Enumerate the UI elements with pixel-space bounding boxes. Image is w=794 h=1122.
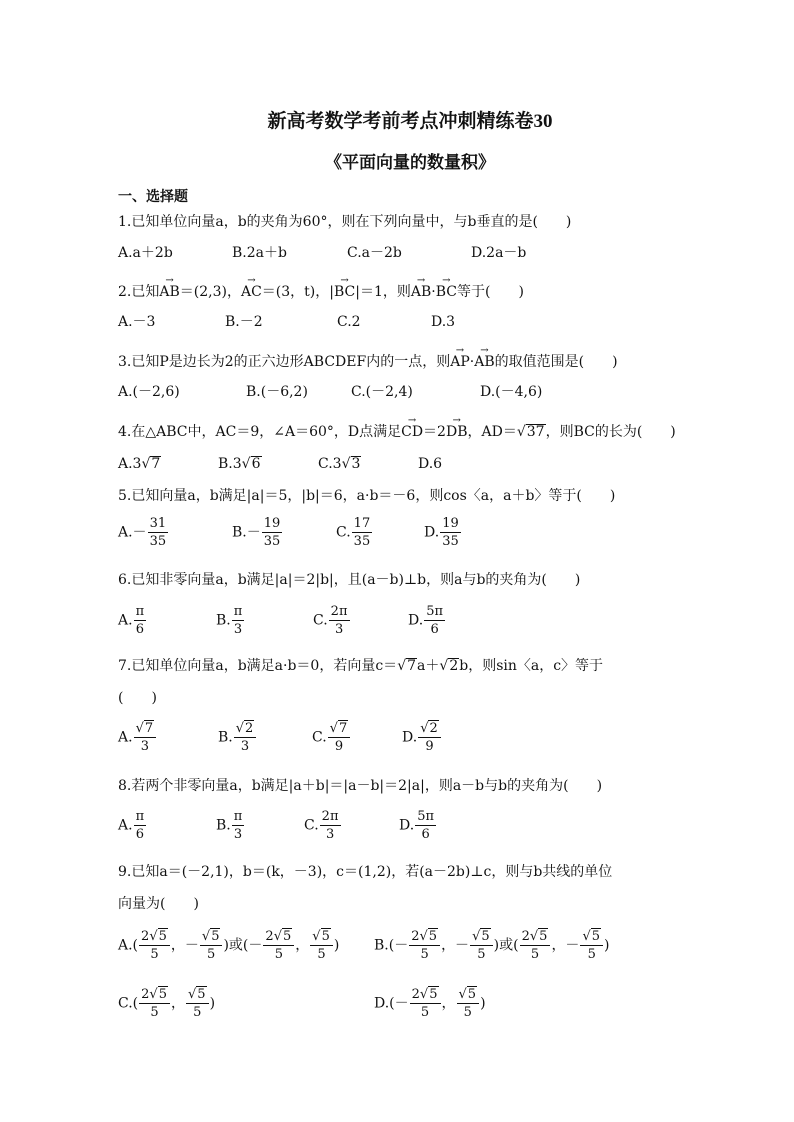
q5-option-a: A.－ $\frac{31}{35}$ — [118, 516, 167, 549]
question-7-line2: ( ) — [118, 690, 157, 706]
question-9-line2: 向量为( ) — [118, 896, 199, 912]
q9-option-c: C.( $\frac{2√5}{5}$ ， $\frac{√5}{5}$ ) — [118, 987, 216, 1020]
q3-option-a: A.(－2,6) — [118, 384, 180, 400]
q2-option-d: D.3 — [431, 314, 456, 330]
q5-option-d: D. $\frac{19}{35}$ — [424, 516, 459, 549]
vector-ab: → AB — [159, 282, 179, 302]
question-2: 2.已知→ AB＝(2,3)，→ AC＝(3，t)，|→ BC|＝1，则→ AB·→ BC等于( ) — [118, 282, 524, 302]
q9-option-d: D.(－ $\frac{2√5}{5}$ ， $\frac{√5}{5}$ ) — [374, 987, 486, 1020]
q3-option-d: D.(－4,6) — [480, 384, 543, 400]
q4-option-a: A.3√7 — [118, 456, 161, 472]
sqrt-sign: √ — [516, 424, 526, 440]
q2-option-b: B.－2 — [225, 314, 263, 330]
q1-option-d: D.2a－b — [471, 245, 527, 261]
q9-option-a: A.( $\frac{2√5}{5}$ ，－ $\frac{√5}{5}$ )或(－ $\frac{2√5}{5}$ ， $\frac{√5}{5}$ ) — [118, 929, 340, 962]
vector-db: → DB — [446, 422, 468, 442]
q2-option-c: C.2 — [337, 314, 361, 330]
page-title: 新高考数学考前考点冲刺精练卷30 — [267, 111, 553, 132]
q8-option-c: C. $\frac{2\pi}{3}$ — [304, 809, 339, 842]
section-heading: 一、选择题 — [118, 189, 188, 205]
vector-ac: → AC — [241, 282, 262, 302]
q3-option-b: B.(－6,2) — [246, 384, 308, 400]
q1-option-c: C.a－2b — [347, 245, 402, 261]
q7-option-b: B. $\frac{√2}{3}$ — [218, 720, 257, 755]
q7-option-d: D. $\frac{√2}{9}$ — [402, 720, 442, 755]
question-5: 5.已知向量a，b满足|a|＝5，|b|＝6，a·b＝－6，则cos〈a，a＋b〉等于( ) — [118, 488, 616, 504]
q6-option-b: B. $\frac{\pi}{3}$ — [216, 604, 243, 637]
vector-ap: → AP — [450, 352, 470, 372]
q7-option-a: A. $\frac{√7}{3}$ — [118, 720, 157, 755]
q4-option-d: D.6 — [418, 456, 443, 472]
question-7: 7.已知单位向量a，b满足a·b＝0，若向量c＝√7a＋√2b，则sin〈a，c〉等于 — [118, 658, 604, 674]
vector-ab: → AB — [411, 282, 431, 302]
question-4: 4.在△ABC中，AC＝9，∠A＝60°，D点满足→ CD＝2→ DB，AD＝√37，则BC的长为( ) — [118, 422, 676, 442]
q8-option-b: B. $\frac{\pi}{3}$ — [216, 809, 243, 842]
vector-bc: → BC — [436, 282, 457, 302]
q7-option-c: C. $\frac{√7}{9}$ — [312, 720, 351, 755]
q6-option-c: C. $\frac{2\pi}{3}$ — [313, 604, 348, 637]
vector-bc: → BC — [334, 282, 355, 302]
q4-option-c: C.3√3 — [318, 456, 361, 472]
q1-option-b: B.2a＋b — [232, 245, 287, 261]
q8-option-a: A. $\frac{\pi}{6}$ — [118, 809, 145, 842]
question-1: 1.已知单位向量a，b的夹角为60°，则在下列向量中，与b垂直的是( ) — [118, 214, 572, 230]
vector-cd: → CD — [401, 422, 423, 442]
question-6: 6.已知非零向量a，b满足|a|＝2|b|，且(a－b)⊥b，则a与b的夹角为( ) — [118, 572, 581, 588]
q8-option-d: D. $\frac{5\pi}{6}$ — [399, 809, 435, 842]
q6-option-a: A. $\frac{\pi}{6}$ — [118, 604, 145, 637]
page-subtitle: 《平面向量的数量积》 — [325, 153, 495, 173]
vector-ab: → AB — [474, 352, 494, 372]
q5-option-b: B.－ $\frac{19}{35}$ — [232, 516, 281, 549]
q2-option-a: A.－3 — [118, 314, 156, 330]
question-3: 3.已知P是边长为2的正六边形ABCDEF内的一点，则→ AP·→ AB的取值范围是( ) — [118, 352, 618, 372]
q4-option-b: B.3√6 — [218, 456, 261, 472]
q1-option-a: A.a＋2b — [118, 245, 173, 261]
question-9: 9.已知a＝(－2,1)，b＝(k，－3)，c＝(1,2)，若(a－2b)⊥c，则与b共线的单位 — [118, 864, 613, 880]
question-8: 8.若两个非零向量a，b满足|a＋b|＝|a－b|＝2|a|，则a－b与b的夹角为( ) — [118, 778, 603, 794]
q6-option-d: D. $\frac{5\pi}{6}$ — [408, 604, 444, 637]
q9-option-b: B.(－ $\frac{2√5}{5}$ ，－ $\frac{√5}{5}$ )或( $\frac{2√5}{5}$ ，－ $\frac{√5}{5}$ ) — [374, 929, 610, 962]
q5-option-c: C. $\frac{17}{35}$ — [336, 516, 371, 549]
q3-option-c: C.(－2,4) — [351, 384, 413, 400]
